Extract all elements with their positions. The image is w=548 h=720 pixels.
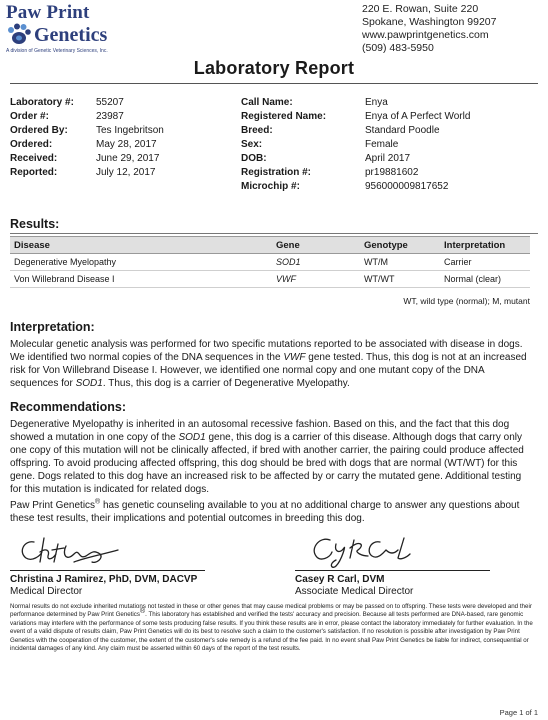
signature-line: [10, 570, 205, 571]
recommendations-text: Degenerative Myelopathy is inherited in an autosomal recessive fashion. Based on this, and the fact that this dog showed a mutation in one copy of the SOD1 gene, this dog is a carrier of this disease. Although dogs that carry only one copy of this mutation will not be clinically affected, if bred with another carrier, the pairing could produce affected offspring. To avoid producing affected offspring, this dog should be bred with dogs that are normal (WT/WT) for this gene. Dogs related to this dog have an increased risk to be affected by or carry the mutated gene. Additional testing for this mutation is indicated for related dogs.: [10, 419, 524, 495]
info-value: Enya of A Perfect World: [365, 111, 471, 122]
info-row: [10, 124, 164, 138]
header-divider: [10, 83, 538, 84]
interpretation-cell: Normal (clear): [440, 271, 530, 288]
info-row: [10, 96, 164, 110]
info-row: [241, 96, 470, 110]
page-number: Page 1 of 1: [499, 708, 538, 717]
gene-cell: VWF: [272, 271, 360, 288]
results-heading: Results:: [10, 217, 60, 231]
info-value: Female: [365, 139, 399, 150]
counseling-text: Paw Print Genetics® has genetic counseling available to you at no additional charge to answer any questions about these test results, their implications and potential outcomes in breeding this dog.: [10, 498, 520, 524]
company-address: [362, 3, 496, 55]
results-divider: [10, 233, 538, 234]
info-label: Breed:: [241, 125, 273, 136]
info-label: Microchip #:: [241, 181, 300, 192]
info-value: 956000009817652: [365, 181, 449, 192]
disease-cell: Degenerative Myelopathy: [10, 254, 272, 271]
table-header-row: [10, 237, 530, 254]
logo-tagline: A division of Genetic Veterinary Sciences, Inc.: [6, 48, 108, 54]
company-logo: [6, 3, 126, 53]
order-info: [10, 96, 164, 180]
column-header: Genotype: [360, 237, 440, 254]
signatory-name: Casey R Carl, DVM: [295, 574, 385, 585]
info-value: May 28, 2017: [96, 139, 157, 150]
website-link[interactable]: www.pawprintgenetics.com: [362, 29, 489, 41]
genotype-legend: WT, wild type (normal); M, mutant: [403, 296, 530, 306]
signatory-role: Medical Director: [10, 586, 83, 597]
results-table: [10, 236, 530, 288]
signature-ramirez: [14, 532, 124, 570]
info-row: [241, 110, 470, 124]
info-row: [10, 166, 164, 180]
info-label: Laboratory #:: [10, 97, 74, 108]
paw-print-icon: [6, 23, 32, 47]
address-line2: Spokane, Washington 99207: [362, 16, 497, 28]
info-value: June 29, 2017: [96, 153, 160, 164]
info-value: Enya: [365, 97, 388, 108]
info-label: Ordered By:: [10, 125, 68, 136]
report-title: Laboratory Report: [193, 58, 355, 78]
address-line1: 220 E. Rowan, Suite 220: [362, 3, 479, 15]
info-value: July 12, 2017: [96, 167, 156, 178]
info-value: 23987: [96, 111, 124, 122]
info-row: [241, 180, 470, 194]
info-value: pr19881602: [365, 167, 419, 178]
logo-text-line1: Paw Print: [6, 2, 90, 23]
interpretation-heading: Interpretation:: [10, 320, 95, 334]
info-row: [10, 110, 164, 124]
info-label: Registration #:: [241, 167, 312, 178]
table-row: [10, 271, 530, 288]
info-row: [241, 124, 470, 138]
genotype-cell: WT/M: [360, 254, 440, 271]
column-header: Disease: [10, 237, 272, 254]
info-label: Reported:: [10, 167, 58, 178]
info-label: Received:: [10, 153, 58, 164]
signatory-role: Associate Medical Director: [295, 586, 414, 597]
signature-line: [295, 570, 490, 571]
logo-text-line2: Genetics: [34, 24, 108, 46]
table-row: [10, 254, 530, 271]
info-row: [10, 152, 164, 166]
signatory-name: Christina J Ramirez, PhD, DVM, DACVP: [10, 574, 198, 585]
info-row: [241, 152, 470, 166]
info-row: [10, 138, 164, 152]
genotype-cell: WT/WT: [360, 271, 440, 288]
info-row: [241, 166, 470, 180]
gene-cell: SOD1: [272, 254, 360, 271]
signature-carl: [300, 530, 425, 572]
info-label: DOB:: [241, 153, 267, 164]
info-label: Sex:: [241, 139, 263, 150]
info-value: 55207: [96, 97, 124, 108]
interpretation-text: Molecular genetic analysis was performed for two specific mutations reported to be associated with disease in dogs. We identified two normal copies of the DNA sequences in the VWF gene tested. Thus, this dog is not at an increased risk for Von Willebrand Disease I. However, we identified one normal copy and one mutant copy of the DNA sequences for SOD1. Thus, this dog is a carrier of Degenerative Myelopathy.: [10, 339, 527, 389]
phone-number: (509) 483-5950: [362, 42, 434, 54]
disease-cell: Von Willebrand Disease I: [10, 271, 272, 288]
disclaimer-text: Normal results do not exclude inherited mutations not tested in these or other genes that may cause medical problems or may be passed on to offspring. These tests were developed and their performance determined by Paw Print Genetics®. This laboratory has established and verified the tests' accuracy and precision. Because all tests performed are DNA-based, rare genomic variations may interfere with the performance of some tests producing false results. If you think these results are in error, please contact the laboratory immediately for further evaluation. In the event of a valid dispute of results claim, Paw Print Genetics will do its best to resolve such a claim to the customer's satisfaction. If no resolution is possible after investigation by Paw Print Genetics with the cooperation of the customer, the extent of the customer's sole remedy is a refund of the fee paid. In no event shall Paw Print Genetics be liable for indirect, consequential or incidental damages of any kind. Any claim must be asserted within 60 days of the report of the test results.: [10, 603, 533, 653]
info-value: Standard Poodle: [365, 125, 440, 136]
recommendations-heading: Recommendations:: [10, 400, 126, 414]
interpretation-cell: Carrier: [440, 254, 530, 271]
info-label: Order #:: [10, 111, 49, 122]
dog-info: [241, 96, 470, 194]
info-value: April 2017: [365, 153, 411, 164]
info-row: [241, 138, 470, 152]
info-value: Tes Ingebritson: [96, 125, 164, 136]
column-header: Gene: [272, 237, 360, 254]
column-header: Interpretation: [440, 237, 530, 254]
info-label: Ordered:: [10, 139, 53, 150]
info-label: Registered Name:: [241, 111, 327, 122]
info-label: Call Name:: [241, 97, 293, 108]
